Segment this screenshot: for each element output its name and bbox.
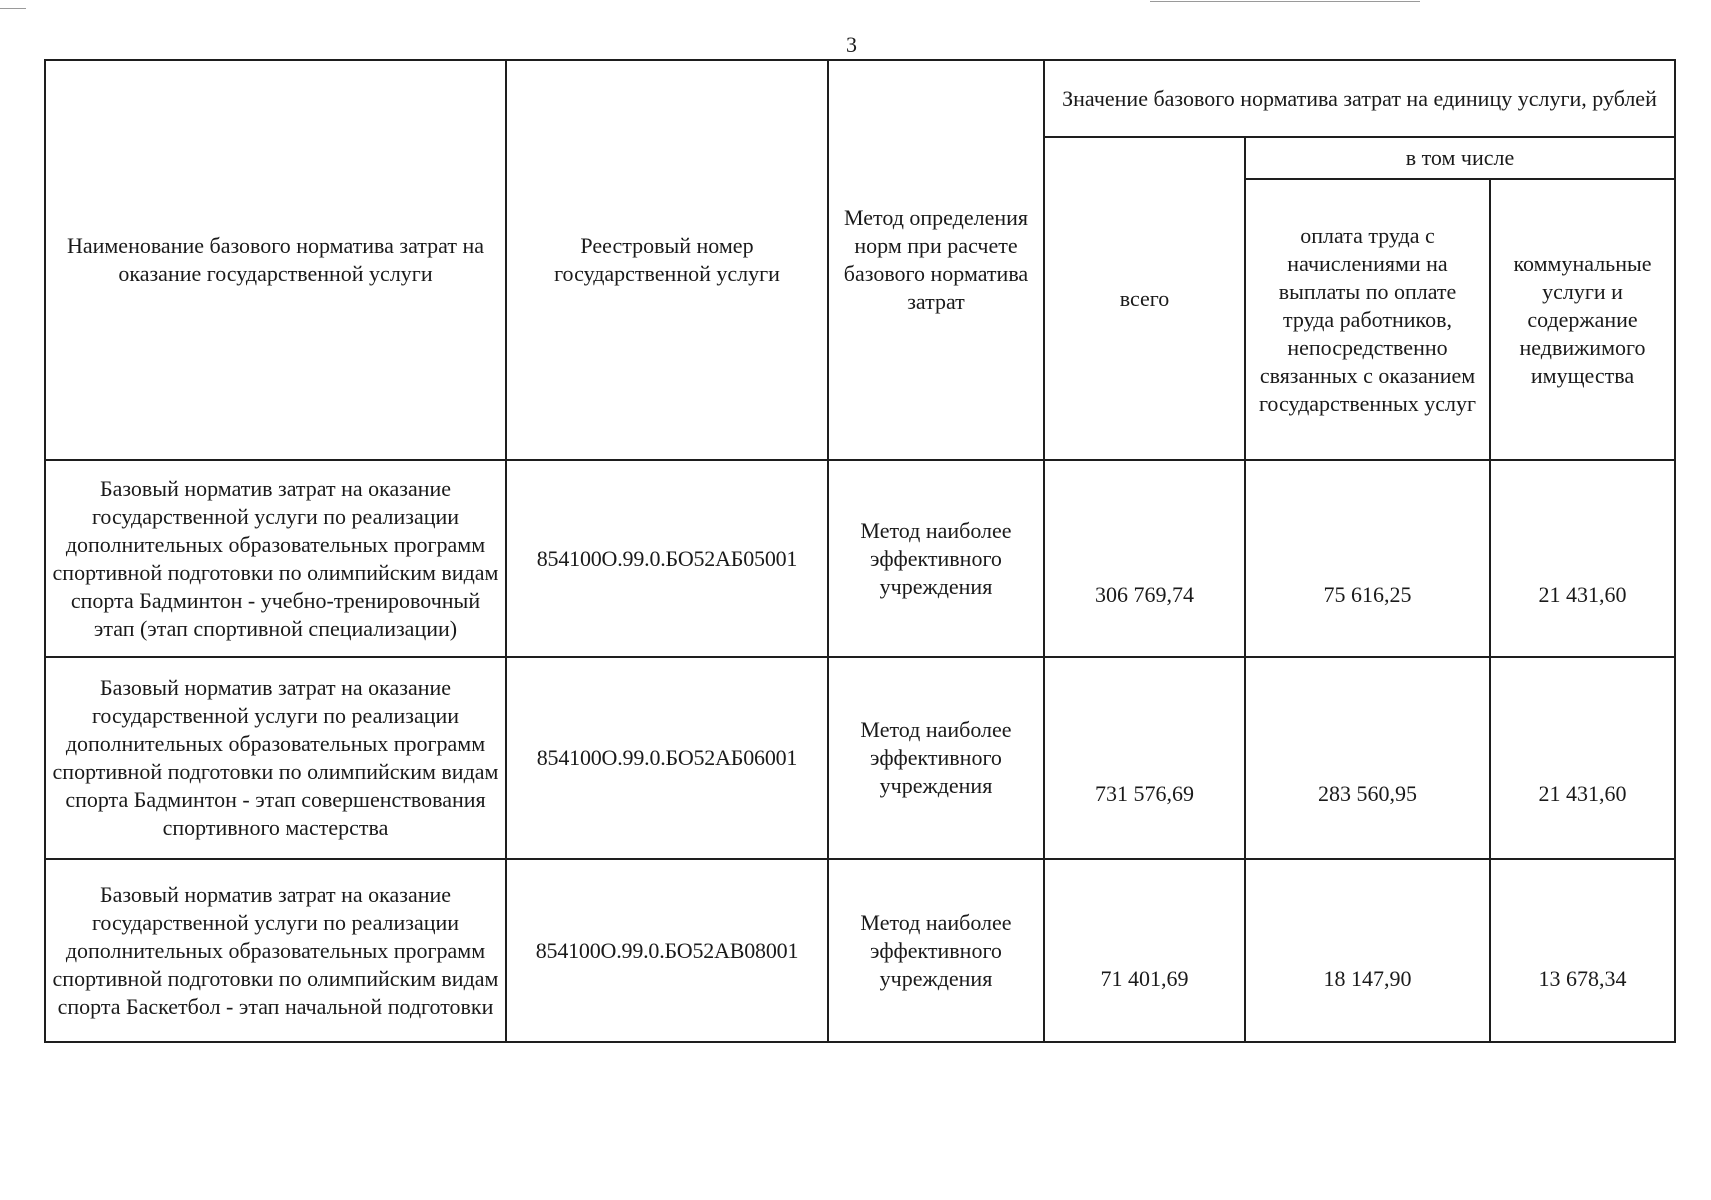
row-labor-cost: 75 616,25 — [1245, 460, 1490, 657]
row-name: Базовый норматив затрат на оказание государственной услуги по реализации дополнительных образовательных программ спортивной подготовки по олимпийским видам спорта Бадминтон - учебно-тренировочный этап (этап спортивной специализации) — [45, 460, 506, 657]
base-cost-norms-table — [44, 59, 1676, 1043]
table-row — [45, 859, 1675, 1042]
header-total: всего — [1044, 137, 1245, 460]
page-number: 3 — [846, 32, 857, 57]
header-labor-cost: оплата труда с начислениями на выплаты по оплате труда работников, непосредственно связанных с оказанием государственных услуг — [1245, 179, 1490, 460]
header-utilities: коммунальные услуги и содержание недвижимого имущества — [1490, 179, 1675, 460]
header-value-group: Значение базового норматива затрат на единицу услуги, рублей — [1044, 60, 1675, 137]
row-name: Базовый норматив затрат на оказание государственной услуги по реализации дополнительных образовательных программ спортивной подготовки по олимпийским видам спорта Баскетбол - этап начальной подготовки — [45, 859, 506, 1042]
row-method: Метод наиболее эффективного учреждения — [828, 657, 1044, 859]
row-utilities: 21 431,60 — [1490, 460, 1675, 657]
header-name: Наименование базового норматива затрат на оказание государственной услуги — [45, 60, 506, 460]
row-labor-cost: 283 560,95 — [1245, 657, 1490, 859]
row-utilities: 13 678,34 — [1490, 859, 1675, 1042]
row-method: Метод наиболее эффективного учреждения — [828, 859, 1044, 1042]
row-total: 306 769,74 — [1044, 460, 1245, 657]
scan-artifact-line — [0, 8, 26, 9]
header-including-group: в том числе — [1245, 137, 1675, 179]
row-method: Метод наиболее эффективного учреждения — [828, 460, 1044, 657]
scan-artifact-line — [1150, 1, 1420, 2]
row-labor-cost: 18 147,90 — [1245, 859, 1490, 1042]
table-row — [45, 657, 1675, 859]
table-row — [45, 460, 1675, 657]
row-registry-number: 854100О.99.0.БО52АВ08001 — [506, 859, 828, 1042]
row-total: 71 401,69 — [1044, 859, 1245, 1042]
row-name: Базовый норматив затрат на оказание государственной услуги по реализации дополнительных образовательных программ спортивной подготовки по олимпийским видам спорта Бадминтон - этап совершенствования спортивного мастерства — [45, 657, 506, 859]
header-row-1 — [45, 60, 1675, 137]
header-registry-number: Реестровый номер государственной услуги — [506, 60, 828, 460]
header-method: Метод определения норм при расчете базового норматива затрат — [828, 60, 1044, 460]
row-total: 731 576,69 — [1044, 657, 1245, 859]
row-registry-number: 854100О.99.0.БО52АБ05001 — [506, 460, 828, 657]
row-utilities: 21 431,60 — [1490, 657, 1675, 859]
row-registry-number: 854100О.99.0.БО52АБ06001 — [506, 657, 828, 859]
